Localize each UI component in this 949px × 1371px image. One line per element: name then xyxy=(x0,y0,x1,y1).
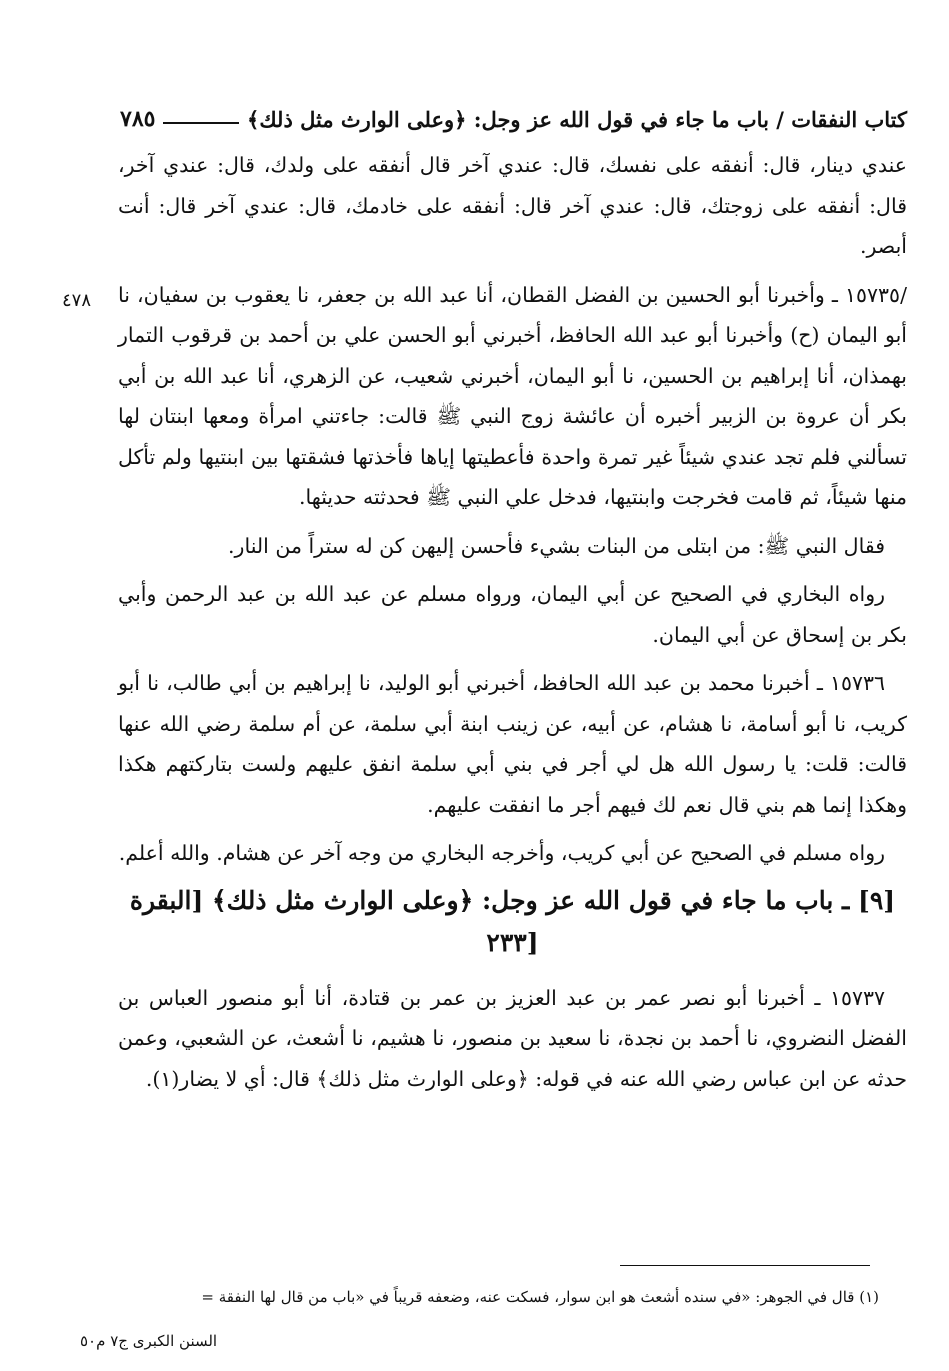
footnote-separator xyxy=(620,1265,870,1266)
chapter-heading-line2: [٢٣٣ xyxy=(486,927,539,957)
hadith-15735: /١٥٧٣٥ ـ وأخبرنا أبو الحسين بن الفضل القطان، أنا عبد الله بن جعفر، نا يعقوب بن سفيان، نا أبو اليمان (ح) وأخبرنا أبو عبد الله الحافظ، أخبرني أبو الحسن علي بن أحمد بن قرقوب التمار بهمذان، أنا إبراهيم بن الحسين، نا أبو اليمان، أخبرني شعيب، عن الزهري، أنا عبد الله بن أبي بكر أن عروة بن الزبير أخبره أن عائشة زوج النبي ﷺ قالت: جاءتني امرأة ومعها ابنتان لها تسألني فلم تجد عندي شيئاً غير تمرة واحدة فأعطيتها إياها فأخذتها فشقتها بين ابنتيها ولم تأكل منها شيئاً، ثم قامت فخرجت وابنتيها، فدخل علي النبي ﷺ فحدثته حديثها. xyxy=(118,282,907,509)
header-title: كتاب النفقات / باب ما جاء في قول الله عز وجل: ﴿وعلى الوارث مثل ذلك﴾ xyxy=(247,107,907,132)
page-number: ٧٨٥ xyxy=(120,106,156,132)
margin-page-reference: ٤٧٨ xyxy=(62,290,92,311)
footnote: (١) قال في الجوهر: «في سنده أشعث هو ابن سوار، فسكت عنه، وضعفه قريباً في «باب من قال لها النفقة = xyxy=(201,1288,879,1306)
paragraph: رواه البخاري في الصحيح عن أبي اليمان، ورواه مسلم عن عبد الله بن عبد الرحمن وأبي بكر بن إسحاق عن أبي اليمان. xyxy=(118,582,907,647)
chapter-heading-line1: [٩] ـ باب ما جاء في قول الله عز وجل: ﴿وعلى الوارث مثل ذلك﴾ [البقرة xyxy=(129,885,896,915)
main-text xyxy=(118,145,907,1099)
paragraph: فقال النبي ﷺ: من ابتلى من البنات بشيء فأحسن إليهن كن له ستراً من النار. xyxy=(228,533,885,558)
paragraph: عندي دينار، قال: أنفقه على نفسك، قال: عندي آخر قال أنفقه على ولدك، قال: عندي آخر، قال: أنفقه على زوجتك، قال: عندي آخر قال: أنفقه على خادمك، قال: عندي آخر قال: أنت أبصر. xyxy=(118,153,907,258)
hadith-15737: ١٥٧٣٧ ـ أخبرنا أبو نصر عمر بن عبد العزيز بن عمر بن قتادة، أنا أبو منصور العباس بن الفضل النضروي، نا أحمد بن نجدة، نا سعيد بن منصور، نا هشيم، نا أشعث، عن الشعبي، وعمن حدثه عن ابن عباس رضي الله عنه في قوله: ﴿وعلى الوارث مثل ذلك﴾ قال: أي لا يضار(١). xyxy=(118,985,907,1091)
header-rule xyxy=(163,122,239,124)
hadith-15736: ١٥٧٣٦ ـ أخبرنا محمد بن عبد الله الحافظ، أخبرني أبو الوليد، نا إبراهيم بن أبي طالب، نا أبو كريب، نا أبو أسامة، نا هشام، عن أبيه، عن زينب ابنة أبي سلمة، عن أم سلمة رضي الله عنها قالت: قلت: يا رسول الله هل لي أجر في بني أبي سلمة انفق عليهم ولست بتاركتهم هكذا وهكذا إنما هم بني قال نعم لك فيهم أجر ما انفقت عليهم. xyxy=(118,671,907,817)
paragraph: رواه مسلم في الصحيح عن أبي كريب، وأخرجه البخاري من وجه آخر عن هشام. والله أعلم. xyxy=(118,841,885,865)
chapter-heading xyxy=(118,880,907,964)
signature-footer: السنن الكبرى ج٧ م٥٠ xyxy=(80,1332,218,1350)
running-header xyxy=(120,92,907,132)
